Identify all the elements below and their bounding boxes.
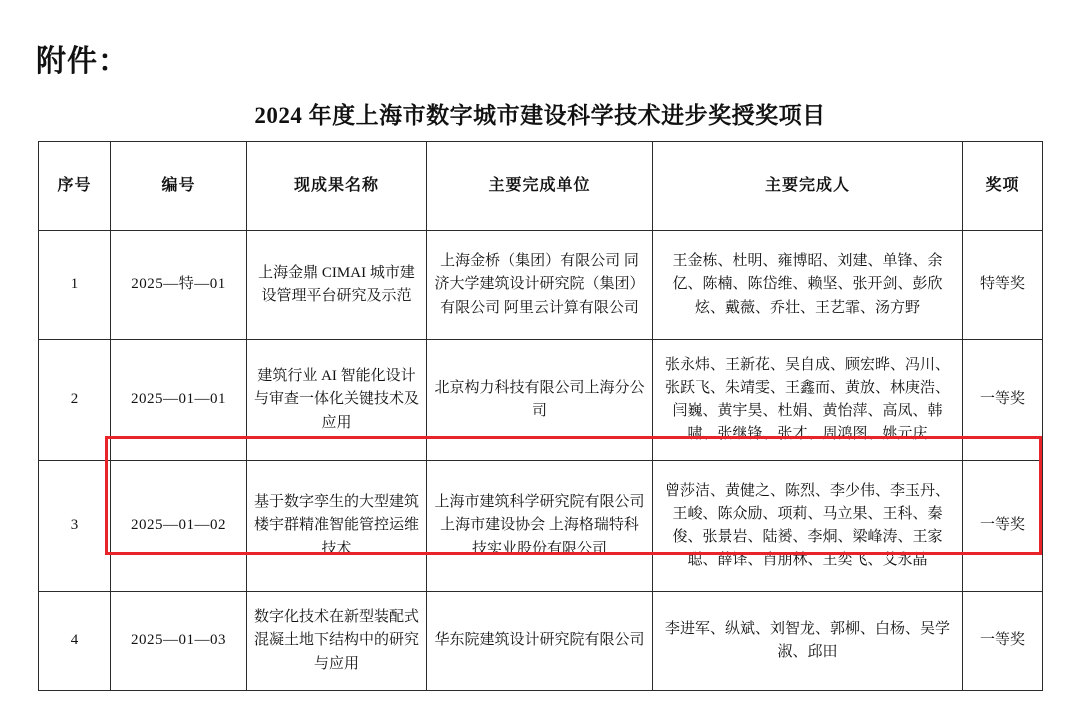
cell-people: 张永炜、王新花、吴自成、顾宏晔、冯川、张跃飞、朱靖雯、王鑫而、黄放、林庚浩、闫巍、黄宇昊、杜娟、黄怡萍、高凤、韩啸、张继锋、张才、周鸿图、姚元庆: [653, 340, 963, 461]
column-header-people: 主要完成人: [653, 142, 963, 231]
cell-name: 基于数字孪生的大型建筑楼宇群精准智能管控运维技术: [247, 461, 427, 592]
cell-code: 2025—01—01: [111, 340, 247, 461]
cell-code: 2025—01—03: [111, 592, 247, 691]
table-row: [39, 592, 1043, 691]
table-row-highlighted: [39, 461, 1043, 592]
cell-seq: 1: [39, 231, 111, 340]
table-header: [39, 142, 1043, 231]
cell-seq: 4: [39, 592, 111, 691]
cell-name: 建筑行业 AI 智能化设计与审查一体化关键技术及应用: [247, 340, 427, 461]
table-row: [39, 340, 1043, 461]
table-body: [39, 231, 1043, 691]
award-table: [38, 141, 1043, 691]
cell-org: 北京构力科技有限公司上海分公司: [427, 340, 653, 461]
table-header-row: [39, 142, 1043, 231]
table-row: [39, 231, 1043, 340]
column-header-code: 编号: [111, 142, 247, 231]
column-header-name: 现成果名称: [247, 142, 427, 231]
cell-people: 王金栋、杜明、雍博昭、刘建、单锋、余亿、陈楠、陈岱维、赖坚、张开剑、彭欣炫、戴薇、乔壮、王艺霏、汤方野: [653, 231, 963, 340]
column-header-org: 主要完成单位: [427, 142, 653, 231]
column-header-seq: 序号: [39, 142, 111, 231]
cell-org: 上海市建筑科学研究院有限公司 上海市建设协会 上海格瑞特科技实业股份有限公司: [427, 461, 653, 592]
award-table-container: [38, 141, 1042, 691]
cell-code: 2025—01—02: [111, 461, 247, 592]
cell-name: 数字化技术在新型装配式混凝土地下结构中的研究与应用: [247, 592, 427, 691]
column-header-award: 奖项: [963, 142, 1043, 231]
page-title: 2024 年度上海市数字城市建设科学技术进步奖授奖项目: [254, 103, 826, 128]
cell-org: 华东院建筑设计研究院有限公司: [427, 592, 653, 691]
cell-people: 曾莎洁、黄健之、陈烈、李少伟、李玉丹、王峻、陈众励、项莉、马立果、王科、秦俊、张景岩、陆赟、李烔、梁峰涛、王家聪、薛译、肖朋林、王奕飞、艾永晶: [653, 461, 963, 592]
cell-seq: 2: [39, 340, 111, 461]
cell-award: 一等奖: [963, 592, 1043, 691]
cell-award: 一等奖: [963, 340, 1043, 461]
attachment-label: 附件：: [36, 45, 129, 78]
cell-people: 李进军、纵斌、刘智龙、郭柳、白杨、吴学淑、邱田: [653, 592, 963, 691]
cell-seq: 3: [39, 461, 111, 592]
cell-org: 上海金桥（集团）有限公司 同济大学建筑设计研究院（集团）有限公司 阿里云计算有限公司: [427, 231, 653, 340]
cell-code: 2025—特—01: [111, 231, 247, 340]
cell-award: 一等奖: [963, 461, 1043, 592]
cell-award: 特等奖: [963, 231, 1043, 340]
cell-name: 上海金鼎 CIMAI 城市建设管理平台研究及示范: [247, 231, 427, 340]
